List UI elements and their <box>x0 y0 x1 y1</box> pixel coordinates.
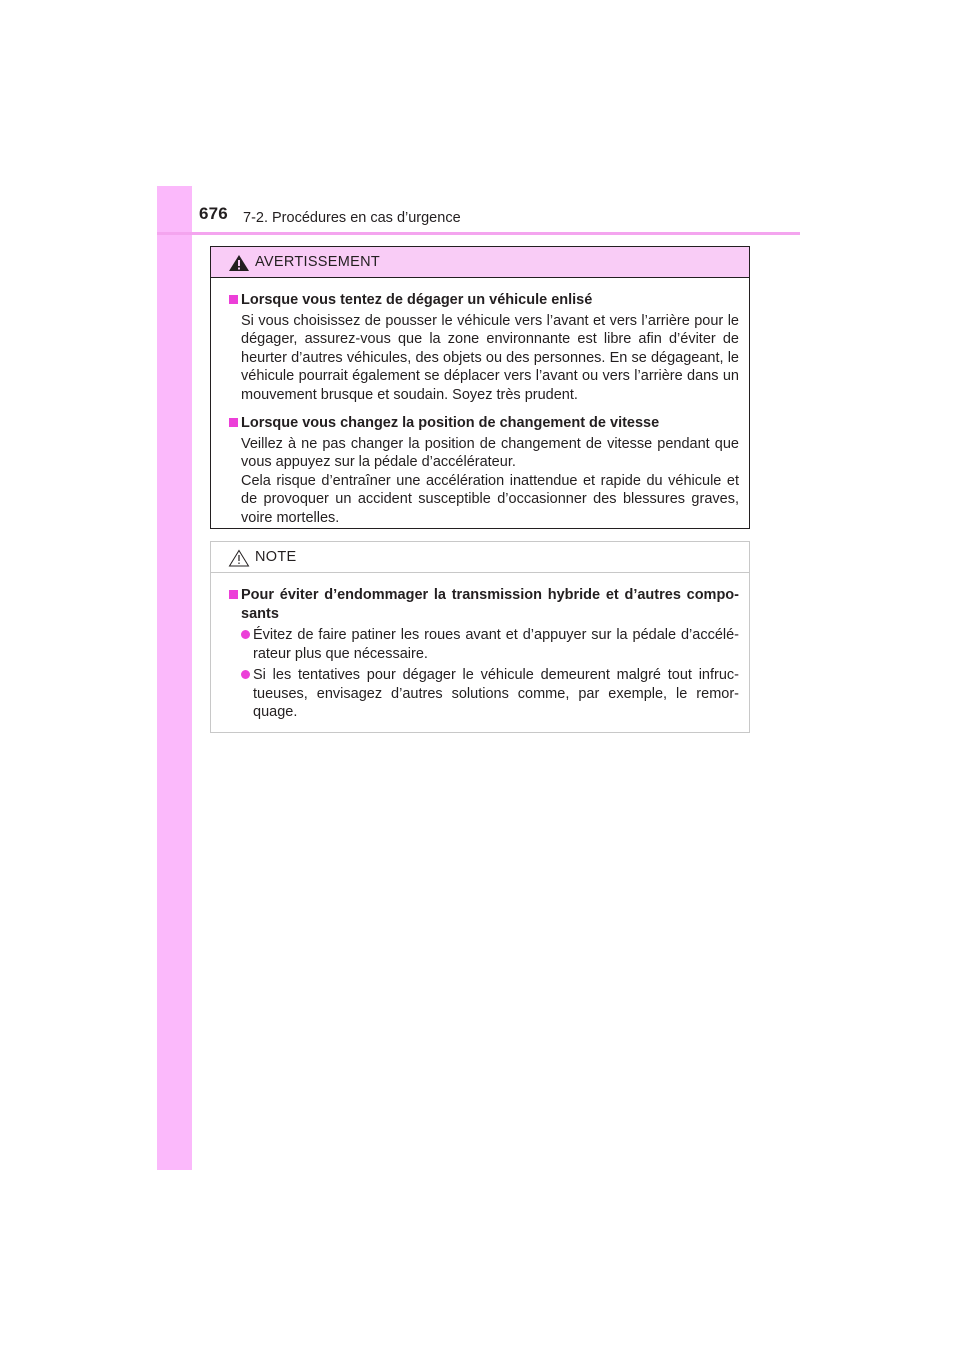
round-bullet-icon <box>241 670 250 679</box>
warning-label: AVERTISSEMENT <box>255 254 381 270</box>
note-bullet <box>229 626 739 663</box>
note-label: NOTE <box>255 549 297 565</box>
note-header <box>211 542 749 573</box>
warning-item-title: Lorsque vous tentez de dégager un véhicule enlisé <box>241 292 593 308</box>
warning-box <box>210 246 750 529</box>
warning-item <box>229 291 739 404</box>
warning-item <box>229 414 739 527</box>
note-bullet-text: Évitez de faire patiner les roues avant et d’appuyer sur la pédale d’accélé-rateur plus que nécessaire. <box>253 627 739 662</box>
page-number: 676 <box>199 204 228 223</box>
warning-item-title: Lorsque vous changez la position de changement de vitesse <box>241 415 660 431</box>
note-item-title: Pour éviter d’endommager la transmission hybride et d’autres compo-sants <box>241 587 739 622</box>
warning-paragraph: Veillez à ne pas changer la position de changement de vitesse pendant que vous appuyez sur la pédale d’accélérateur. <box>241 435 739 470</box>
side-color-strip <box>157 186 192 1170</box>
section-title: 7-2. Procédures en cas d’urgence <box>243 210 461 226</box>
note-bullet-text: Si les tentatives pour dégager le véhicule demeurent malgré tout infruc-tueuses, envisagez d’autres solutions comme, par exemple, le remor-quage. <box>253 667 739 720</box>
square-bullet-icon <box>229 418 238 427</box>
warning-triangle-icon <box>228 254 250 272</box>
square-bullet-icon <box>229 295 238 304</box>
warning-header <box>211 247 749 278</box>
warning-paragraph: Cela risque d’entraîner une accélération inattendue et rapide du véhicule et de provoquer un accident susceptible d’occasionner des blessures graves, voire mortelles. <box>241 472 739 526</box>
note-box <box>210 541 750 733</box>
square-bullet-icon <box>229 590 238 599</box>
round-bullet-icon <box>241 630 250 639</box>
note-bullet <box>229 666 739 722</box>
warning-paragraph: Si vous choisissez de pousser le véhicule vers l’avant et vers l’arrière pour le dégager, assurez-vous que la zone environnante est libre afin d’éviter de heurter d’autres véhicules, des objets ou des personnes. En se dégageant, le véhicule pourrait également se déplacer vers l’avant ou vers l’arrière dans un mouvement brusque et soudain. Soyez très prudent. <box>241 312 739 403</box>
note-item <box>229 586 739 722</box>
caution-outline-triangle-icon <box>228 549 250 567</box>
header-rule <box>157 232 800 235</box>
